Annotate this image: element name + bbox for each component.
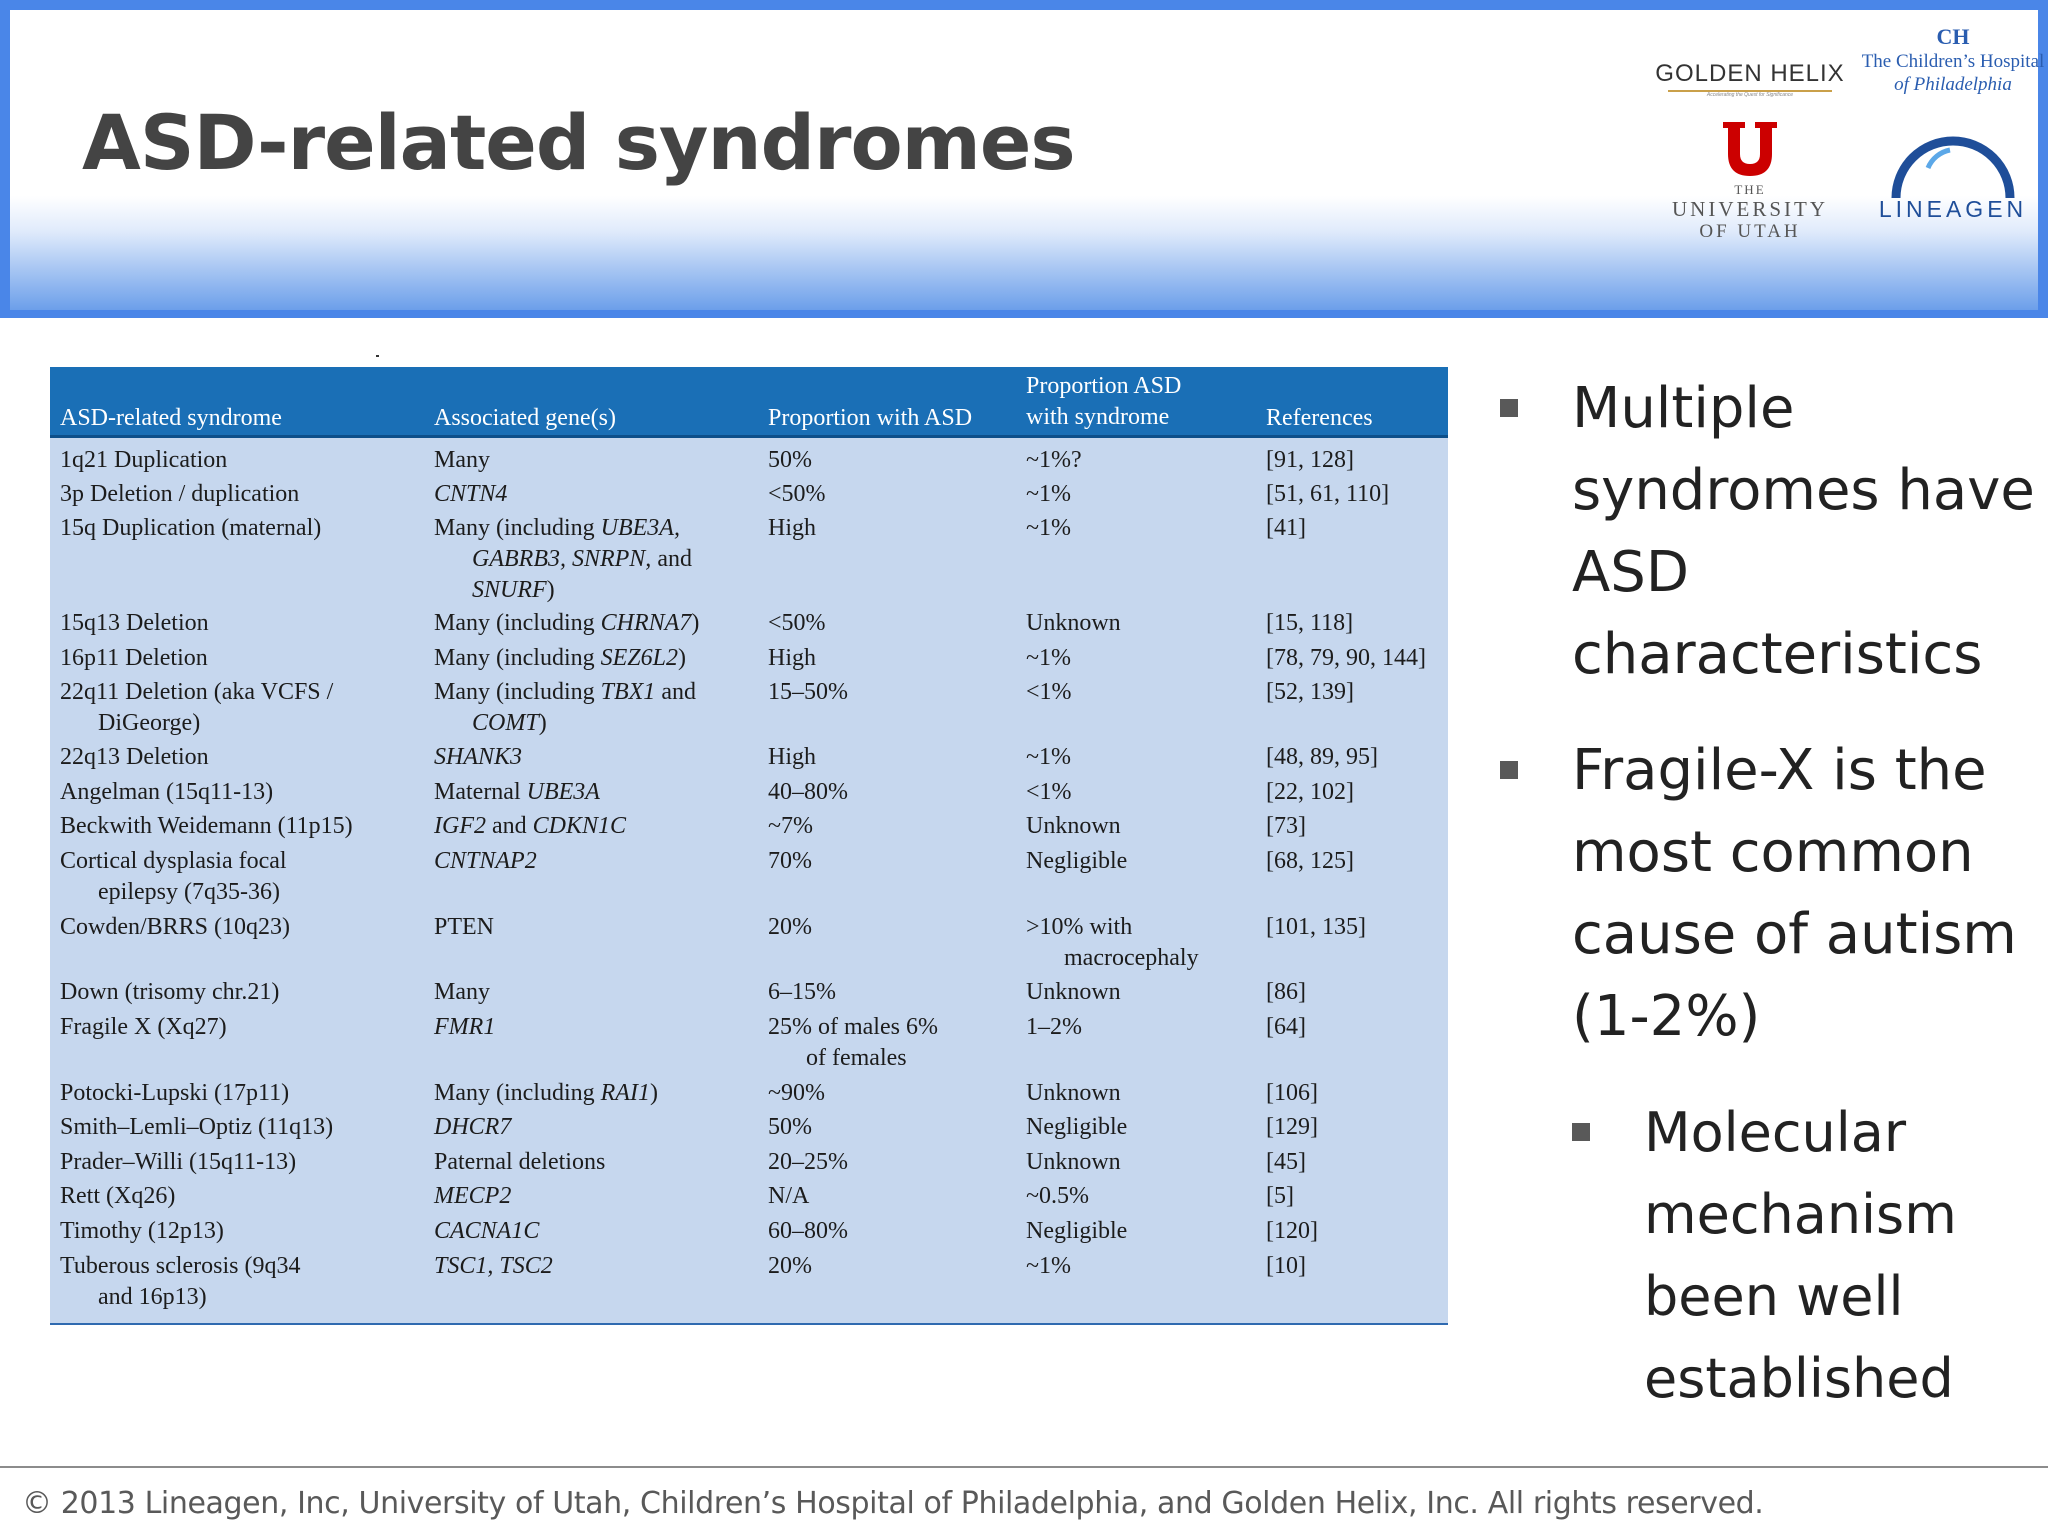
row-references: [15, 118]: [1266, 610, 1354, 636]
row-syndrome: [60, 677, 333, 739]
row-proportion-asd-with-syndrome: <1%: [1026, 779, 1072, 805]
bullet-square-icon: [1500, 399, 1518, 417]
chop-line-2: of Philadelphia: [1894, 74, 2012, 95]
table-header-row: [50, 367, 1448, 438]
row-proportion-asd-with-syndrome: ~1%: [1026, 481, 1071, 507]
row-proportion-asd-with-syndrome: ~1%: [1026, 1253, 1071, 1279]
row-references: [52, 139]: [1266, 679, 1354, 705]
row-proportion-with-asd: 20%: [768, 1253, 812, 1279]
bullet-text: [1572, 730, 2017, 1058]
genes-text: and: [485, 813, 533, 839]
syndrome-line-1: Tuberous sclerosis (9q34: [60, 1253, 301, 1279]
genes-text: Many (including: [434, 679, 601, 705]
genes-text: Maternal: [434, 779, 527, 805]
row-references: [45]: [1266, 1149, 1306, 1175]
bullet-text: [1572, 368, 2035, 696]
pwa-line-1: 25% of males 6%: [768, 1014, 938, 1040]
utah-u-icon: [1705, 120, 1795, 178]
bullet-line: (1-2%): [1572, 984, 1761, 1049]
header-pas-line-2: with syndrome: [1026, 404, 1170, 430]
bullet-line: Molecular: [1644, 1101, 1907, 1164]
row-genes: DHCR7: [434, 1114, 512, 1140]
row-syndrome: Angelman (15q11-13): [60, 779, 274, 805]
genes-italic: IGF2: [434, 813, 486, 839]
row-proportion-asd-with-syndrome: ~1%: [1026, 515, 1071, 541]
genes-italic: SEZ6L2: [600, 645, 678, 671]
row-references: [86]: [1266, 979, 1306, 1005]
row-proportion-asd-with-syndrome: Unknown: [1026, 1080, 1121, 1106]
row-syndrome: 1q21 Duplication: [60, 447, 228, 473]
row-references: [10]: [1266, 1253, 1306, 1279]
row-proportion-asd-with-syndrome: Unknown: [1026, 979, 1121, 1005]
syndrome-line-1: 22q11 Deletion (aka VCFS /: [60, 679, 334, 705]
row-references: [64]: [1266, 1014, 1306, 1040]
genes-italic: TBX1: [600, 679, 656, 705]
row-syndrome: Beckwith Weidemann (11p15): [60, 813, 353, 839]
bullet-line: established: [1644, 1347, 1954, 1410]
row-proportion-asd-with-syndrome: 1–2%: [1026, 1014, 1082, 1040]
slide-header-banner: [0, 0, 2048, 318]
header-proportion-asd-with-syndrome: [1026, 371, 1181, 433]
genes-text: Many (including: [434, 515, 601, 541]
header-syndrome: ASD-related syndrome: [60, 405, 282, 431]
row-syndrome: Prader–Willi (15q11-13): [60, 1149, 297, 1175]
row-genes: [434, 513, 692, 606]
row-references: [78, 79, 90, 144]: [1266, 645, 1426, 671]
syndrome-line-1: Cortical dysplasia focal: [60, 848, 287, 874]
chop-mark-icon: CH: [1936, 24, 1970, 49]
row-proportion-with-asd: <50%: [768, 610, 826, 636]
bullet-line: characteristics: [1572, 622, 1983, 687]
bullet-line: most common: [1572, 820, 1974, 885]
row-proportion-asd-with-syndrome: Unknown: [1026, 813, 1121, 839]
genes-text: Many (including: [434, 1080, 601, 1106]
bullet-line: mechanism: [1644, 1183, 1957, 1246]
row-genes: [434, 608, 699, 639]
row-genes: FMR1: [434, 1014, 496, 1040]
copyright-footer: © 2013 Lineagen, Inc, University of Utah, Children’s Hospital of Philadelphia, and Golden Helix, Inc. All rights reserved.: [22, 1486, 1764, 1521]
genes-italic: CDKN1C: [532, 813, 627, 839]
decorative-dot: [376, 355, 379, 357]
row-proportion-with-asd: 60–80%: [768, 1218, 848, 1244]
lineagen-arc-icon: [1888, 128, 2018, 200]
genes-text: ): [691, 610, 700, 636]
bullet-line: Fragile-X is the: [1572, 738, 1987, 803]
row-syndrome: [60, 1251, 300, 1313]
row-references: [129]: [1266, 1114, 1318, 1140]
bullet-line: Multiple: [1572, 376, 1795, 441]
bullet-text: [1644, 1092, 1957, 1420]
header-references: References: [1266, 405, 1373, 431]
genes-italic: UBE3A,: [600, 515, 680, 541]
genes-text: Many (including: [434, 645, 601, 671]
row-proportion-asd-with-syndrome: Unknown: [1026, 610, 1121, 636]
row-genes: CACNA1C: [434, 1218, 540, 1244]
asd-syndromes-table: [50, 367, 1448, 1325]
genes-italic: UBE3A: [526, 779, 600, 805]
golden-helix-logo: [1650, 60, 1850, 98]
row-proportion-asd-with-syndrome: Unknown: [1026, 1149, 1121, 1175]
row-genes: CNTNAP2: [434, 848, 537, 874]
bullet-line: been well: [1644, 1265, 1904, 1328]
row-syndrome: Cowden/BRRS (10q23): [60, 914, 291, 940]
utah-line-3: OF UTAH: [1699, 221, 1801, 242]
row-references: [101, 135]: [1266, 914, 1366, 940]
row-proportion-asd-with-syndrome: Negligible: [1026, 1114, 1128, 1140]
pwa-line-2: of females: [806, 1045, 907, 1071]
header-pas-line-1: Proportion ASD: [1026, 373, 1182, 399]
genes-italic: SNURF: [472, 577, 547, 603]
syndrome-line-2: and 16p13): [98, 1284, 207, 1310]
row-genes: Paternal deletions: [434, 1149, 606, 1175]
genes-italic: GABRB3, SNRPN,: [472, 546, 652, 572]
row-proportion-asd-with-syndrome: Negligible: [1026, 1218, 1128, 1244]
row-syndrome: 22q13 Deletion: [60, 744, 209, 770]
row-references: [48, 89, 95]: [1266, 744, 1378, 770]
row-genes: CNTN4: [434, 481, 508, 507]
genes-text: Many (including: [434, 610, 601, 636]
row-references: [120]: [1266, 1218, 1318, 1244]
genes-text: and: [655, 679, 696, 705]
chop-line-1: The Children’s Hospital: [1861, 51, 2045, 72]
row-references: [51, 61, 110]: [1266, 481, 1390, 507]
row-syndrome: Fragile X (Xq27): [60, 1014, 227, 1040]
genes-text: ): [678, 645, 686, 671]
genes-italic: CHRNA7: [600, 610, 692, 636]
row-proportion-with-asd: 50%: [768, 447, 812, 473]
row-references: [22, 102]: [1266, 779, 1354, 805]
row-proportion-with-asd: 20–25%: [768, 1149, 848, 1175]
lineagen-logo: [1858, 128, 2048, 223]
golden-helix-name: GOLDEN HELIX: [1655, 60, 1845, 87]
bullet-square-icon: [1500, 761, 1518, 779]
utah-line-2: UNIVERSITY: [1672, 197, 1828, 221]
row-syndrome: Down (trisomy chr.21): [60, 979, 280, 1005]
syndrome-line-2: DiGeorge): [98, 710, 201, 736]
row-proportion-asd-with-syndrome: ~1%?: [1026, 447, 1082, 473]
row-proportion-with-asd: <50%: [768, 481, 826, 507]
genes-italic: COMT: [472, 710, 539, 736]
row-genes: Many: [434, 979, 490, 1005]
row-syndrome: 16p11 Deletion: [60, 645, 208, 671]
row-proportion-with-asd: ~90%: [768, 1080, 825, 1106]
row-proportion-asd-with-syndrome: <1%: [1026, 679, 1072, 705]
row-genes: SHANK3: [434, 744, 523, 770]
row-proportion-with-asd: 20%: [768, 914, 812, 940]
row-references: [106]: [1266, 1080, 1318, 1106]
header-genes: Associated gene(s): [434, 405, 616, 431]
partner-logos: [1640, 20, 2048, 240]
row-syndrome: 3p Deletion / duplication: [60, 481, 300, 507]
row-references: [68, 125]: [1266, 848, 1354, 874]
genes-text: ): [649, 1080, 658, 1106]
row-proportion-with-asd: [768, 1012, 938, 1074]
row-proportion-with-asd: 70%: [768, 848, 812, 874]
row-genes: [434, 1078, 658, 1109]
row-proportion-asd-with-syndrome: [1026, 912, 1199, 974]
row-proportion-asd-with-syndrome: ~1%: [1026, 744, 1071, 770]
row-proportion-with-asd: High: [768, 515, 816, 541]
row-proportion-asd-with-syndrome: Negligible: [1026, 848, 1128, 874]
row-syndrome: Smith–Lemli–Optiz (11q13): [60, 1114, 334, 1140]
row-genes: [434, 811, 626, 842]
golden-helix-tagline: Accelerating the Quest for Significance: [1706, 92, 1794, 98]
footer-divider: [0, 1466, 2048, 1468]
row-proportion-with-asd: 50%: [768, 1114, 812, 1140]
row-proportion-with-asd: 6–15%: [768, 979, 836, 1005]
bullet-line: ASD: [1572, 540, 1689, 605]
row-genes: MECP2: [434, 1183, 512, 1209]
row-references: [5]: [1266, 1183, 1294, 1209]
row-genes: [434, 643, 686, 674]
row-genes: TSC1, TSC2: [434, 1253, 553, 1279]
pas-line-1: >10% with: [1026, 914, 1133, 940]
row-syndrome: 15q13 Deletion: [60, 610, 209, 636]
bullet-line: cause of autism: [1572, 902, 2017, 967]
syndrome-line-2: epilepsy (7q35-36): [98, 879, 280, 905]
row-genes: [434, 677, 696, 739]
row-genes: PTEN: [434, 914, 494, 940]
bullet-square-icon: [1572, 1123, 1590, 1141]
row-references: [73]: [1266, 813, 1306, 839]
pas-line-2: macrocephaly: [1064, 945, 1199, 971]
genes-text: ): [546, 577, 555, 603]
row-genes: [434, 777, 600, 808]
genes-italic: RAI1: [600, 1080, 650, 1106]
lineagen-name: LINEAGEN: [1878, 196, 2028, 222]
row-proportion-with-asd: 15–50%: [768, 679, 848, 705]
row-proportion-with-asd: N/A: [768, 1183, 810, 1209]
row-syndrome: Rett (Xq26): [60, 1183, 176, 1209]
row-proportion-asd-with-syndrome: ~0.5%: [1026, 1183, 1089, 1209]
row-references: [41]: [1266, 515, 1306, 541]
row-syndrome: Potocki-Lupski (17p11): [60, 1080, 290, 1106]
slide-title: ASD-related syndromes: [82, 98, 1075, 187]
genes-text: ): [538, 710, 547, 736]
row-proportion-with-asd: High: [768, 645, 816, 671]
bullet-line: syndromes have: [1572, 458, 2035, 523]
row-syndrome: Timothy (12p13): [60, 1218, 224, 1244]
row-proportion-with-asd: ~7%: [768, 813, 813, 839]
row-proportion-asd-with-syndrome: ~1%: [1026, 645, 1071, 671]
row-syndrome: [60, 846, 287, 908]
utah-line-1: THE: [1734, 182, 1766, 197]
row-proportion-with-asd: High: [768, 744, 816, 770]
row-syndrome: 15q Duplication (maternal): [60, 515, 322, 541]
row-references: [91, 128]: [1266, 447, 1354, 473]
university-of-utah-logo: [1660, 120, 1840, 243]
chop-logo: [1858, 24, 2048, 96]
row-proportion-with-asd: 40–80%: [768, 779, 848, 805]
header-proportion-with-asd: Proportion with ASD: [768, 405, 973, 431]
genes-text: and: [651, 546, 692, 572]
row-genes: Many: [434, 447, 490, 473]
